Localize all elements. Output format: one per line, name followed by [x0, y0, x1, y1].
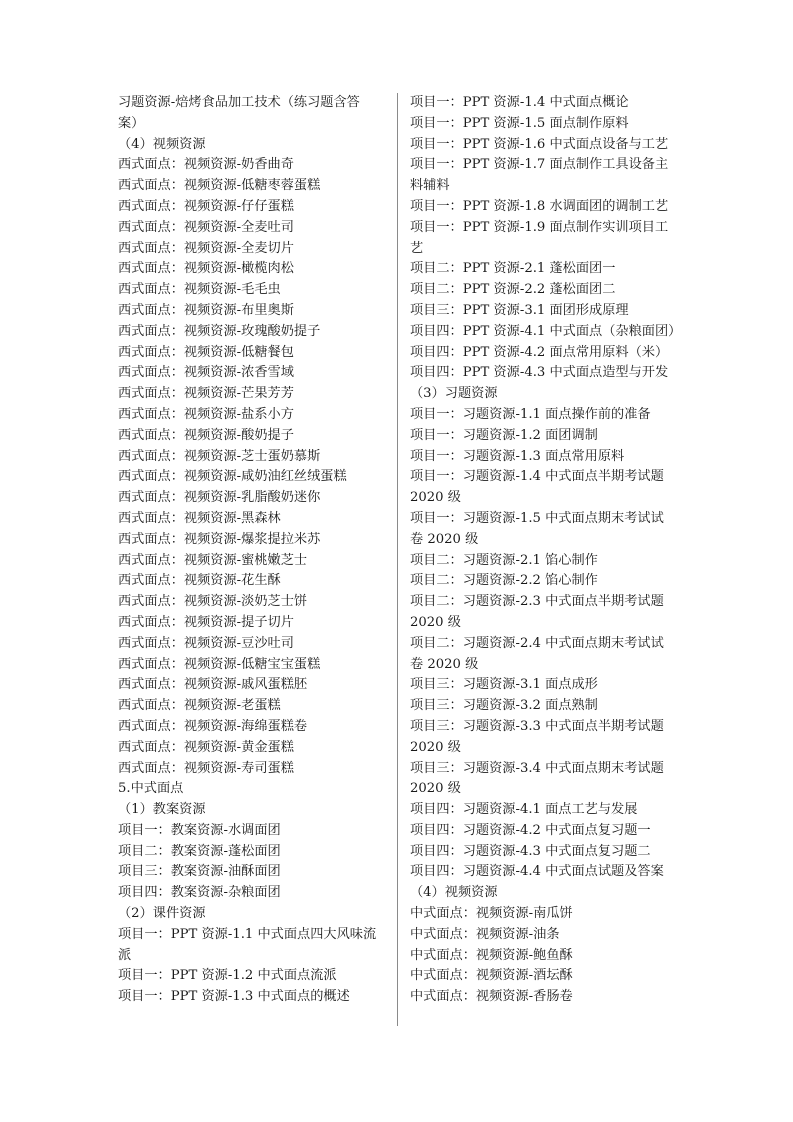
text-line: 中式面点：视频资源-酒坛酥 [410, 968, 573, 984]
text-line: 中式面点：视频资源-油条 [410, 926, 560, 942]
text-line: （3）习题资源 [410, 386, 498, 402]
text-line: 西式面点：视频资源-全麦切片 [118, 240, 294, 256]
text-line: 5.中式面点 [118, 781, 184, 797]
text-line: 西式面点：视频资源-老蛋糕 [118, 698, 281, 714]
text-line: 中式面点：视频资源-香肠卷 [410, 989, 573, 1005]
text-line: 西式面点：视频资源-酸奶提子 [118, 427, 294, 443]
text-line: 项目一：习题资源-1.4 中式面点半期考试题 [410, 469, 664, 485]
text-line: 案） [118, 115, 145, 131]
text-line: 西式面点：视频资源-黄金蛋糕 [118, 739, 294, 755]
text-line: 项目二：PPT 资源-2.2 蓬松面团二 [410, 282, 616, 298]
text-line: 2020 级 [410, 739, 461, 755]
text-line: 卷 2020 级 [410, 656, 479, 672]
text-line: 西式面点：视频资源-盐系小方 [118, 406, 294, 422]
text-line: 西式面点：视频资源-低糖枣蓉蛋糕 [118, 178, 321, 194]
text-line: 项目四：习题资源-4.3 中式面点复习题二 [410, 843, 651, 859]
text-line: 中式面点：视频资源-南瓜饼 [410, 906, 573, 922]
text-line: 西式面点：视频资源-寿司蛋糕 [118, 760, 294, 776]
text-line: 项目三：习题资源-3.4 中式面点期末考试题 [410, 760, 664, 776]
text-line: 习题资源-焙烤食品加工技术（练习题含答 [118, 95, 360, 110]
right-column [410, 93, 682, 1008]
text-line: 西式面点：视频资源-花生酥 [118, 573, 281, 589]
text-line: 西式面点：视频资源-仔仔蛋糕 [118, 198, 294, 214]
text-line: 西式面点：视频资源-玫瑰酸奶提子 [118, 323, 321, 339]
text-line: 项目四：习题资源-4.1 面点工艺与发展 [410, 802, 638, 818]
text-line: 项目二：习题资源-2.1 馅心制作 [410, 552, 598, 568]
text-line: 项目四：PPT 资源-4.3 中式面点造型与开发 [410, 365, 669, 381]
text-line: 项目二：习题资源-2.3 中式面点半期考试题 [410, 594, 664, 610]
text-line: （4）视频资源 [410, 885, 498, 901]
left-column [118, 93, 390, 1008]
text-line: 西式面点：视频资源-布里奥斯 [118, 302, 294, 318]
text-line: 项目二：PPT 资源-2.1 蓬松面团一 [410, 261, 616, 277]
text-line: 项目一：PPT 资源-1.5 面点制作原料 [410, 115, 629, 131]
text-line: 西式面点：视频资源-蜜桃嫩芝士 [118, 552, 308, 568]
text-line: 项目一：PPT 资源-1.6 中式面点设备与工艺 [410, 136, 669, 152]
text-line: 西式面点：视频资源-浓香雪域 [118, 365, 294, 381]
text-line: 西式面点：视频资源-淡奶芝士饼 [118, 594, 308, 610]
text-line: 料辅料 [410, 178, 450, 194]
text-line: 项目三：习题资源-3.2 面点熟制 [410, 698, 598, 714]
text-line: 西式面点：视频资源-奶香曲奇 [118, 157, 294, 173]
text-line: 项目三：习题资源-3.1 面点成形 [410, 677, 598, 693]
text-line: 项目三：教案资源-油酥面团 [118, 864, 281, 880]
text-line: 项目二：习题资源-2.4 中式面点期末考试试 [410, 635, 664, 651]
text-line: 2020 级 [410, 614, 461, 630]
text-line: 项目一：PPT 资源-1.4 中式面点概论 [410, 95, 629, 110]
text-line: 项目一：习题资源-1.2 面团调制 [410, 427, 598, 443]
text-line: 项目三：PPT 资源-3.1 面团形成原理 [410, 302, 629, 318]
text-line: 项目四：习题资源-4.4 中式面点试题及答案 [410, 864, 664, 880]
text-line: 西式面点：视频资源-咸奶油红丝绒蛋糕 [118, 469, 347, 485]
text-line: 项目一：PPT 资源-1.7 面点制作工具设备主 [410, 157, 669, 173]
text-line: 项目一：习题资源-1.1 面点操作前的准备 [410, 406, 651, 422]
text-line: 项目一：教案资源-水调面团 [118, 822, 281, 838]
text-line: 项目一：PPT 资源-1.9 面点制作实训项目工 [410, 219, 669, 235]
text-line: 西式面点：视频资源-低糖餐包 [118, 344, 294, 360]
text-line: 西式面点：视频资源-海绵蛋糕卷 [118, 718, 308, 734]
text-line: 西式面点：视频资源-黑森林 [118, 510, 281, 526]
text-line: 西式面点：视频资源-橄榄肉松 [118, 261, 294, 277]
text-line: 项目四：PPT 资源-4.2 面点常用原料（米） [410, 344, 669, 360]
text-line: 派 [118, 947, 132, 963]
text-line: 西式面点：视频资源-低糖宝宝蛋糕 [118, 656, 321, 672]
text-line: 2020 级 [410, 490, 461, 506]
text-line: 项目二：习题资源-2.2 馅心制作 [410, 573, 598, 589]
text-line: 西式面点：视频资源-乳脂酸奶迷你 [118, 490, 321, 506]
text-line: 项目四：教案资源-杂粮面团 [118, 885, 281, 901]
text-line: 项目一：PPT 资源-1.1 中式面点四大风味流 [118, 926, 377, 942]
text-line: （4）视频资源 [118, 136, 206, 152]
text-line: 2020 级 [410, 781, 461, 797]
text-line: 项目一：PPT 资源-1.3 中式面点的概述 [118, 989, 350, 1005]
text-line: 项目一：习题资源-1.5 中式面点期末考试试 [410, 510, 664, 526]
text-line: 项目四：习题资源-4.2 中式面点复习题一 [410, 822, 651, 838]
text-line: 中式面点：视频资源-鲍鱼酥 [410, 947, 573, 963]
text-line: 艺 [410, 240, 424, 256]
text-line: 西式面点：视频资源-戚风蛋糕胚 [118, 677, 308, 693]
text-line: 项目四：PPT 资源-4.1 中式面点（杂粮面团） [410, 323, 682, 339]
text-line: 西式面点：视频资源-提子切片 [118, 614, 294, 630]
text-line: 西式面点：视频资源-芝士蛋奶慕斯 [118, 448, 321, 464]
text-line: 西式面点：视频资源-爆浆提拉米苏 [118, 531, 321, 547]
text-line: 项目一：习题资源-1.3 面点常用原料 [410, 448, 625, 464]
text-line: 项目二：教案资源-蓬松面团 [118, 843, 281, 859]
text-line: 项目一：PPT 资源-1.2 中式面点流派 [118, 968, 337, 984]
text-line: 项目三：习题资源-3.3 中式面点半期考试题 [410, 718, 664, 734]
text-line: （1）教案资源 [118, 802, 206, 818]
text-line: 项目一：PPT 资源-1.8 水调面团的调制工艺 [410, 198, 669, 214]
text-line: （2）课件资源 [118, 906, 206, 922]
text-line: 西式面点：视频资源-毛毛虫 [118, 282, 281, 298]
text-line: 西式面点：视频资源-芒果芳芳 [118, 386, 294, 402]
text-line: 西式面点：视频资源-全麦吐司 [118, 219, 294, 235]
column-divider [397, 93, 398, 1026]
text-line: 西式面点：视频资源-豆沙吐司 [118, 635, 294, 651]
text-line: 卷 2020 级 [410, 531, 479, 547]
